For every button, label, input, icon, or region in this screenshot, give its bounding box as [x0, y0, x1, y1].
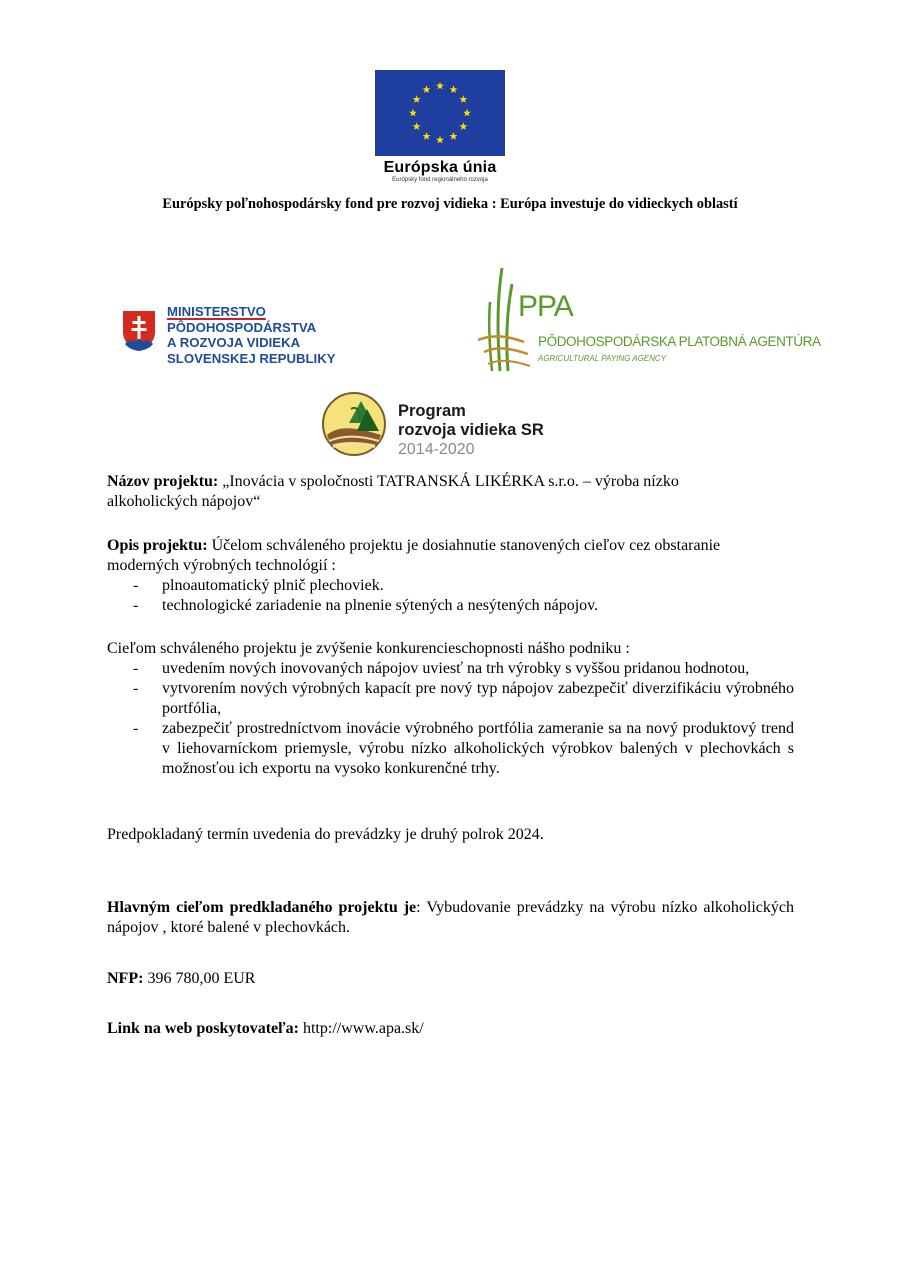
project-title	[107, 472, 794, 512]
eu-flag-icon	[375, 70, 505, 156]
eu-star-icon	[413, 122, 421, 130]
ministry-line-4: SLOVENSKEJ REPUBLIKY	[167, 350, 336, 366]
ministry-line-1: MINISTERSTVO	[167, 304, 266, 319]
prv-line-2: rozvoja vidieka SR	[398, 421, 544, 439]
project-title-text-2: alkoholických nápojov“	[107, 493, 261, 510]
eu-star-icon	[459, 122, 467, 130]
ppa-logo	[478, 266, 821, 376]
launch-date: Predpokladaný termín uvedenia do prevádzky je druhý polrok 2024.	[107, 826, 544, 843]
eu-star-icon	[463, 109, 471, 117]
eu-star-icon	[423, 85, 431, 93]
list-item: - technologické zariadenie na plnenie sýtených a nesýtených nápojov.	[133, 597, 599, 614]
eu-star-icon	[436, 82, 444, 90]
goal-list	[107, 659, 794, 779]
nfp-label: NFP:	[107, 970, 144, 987]
eu-subtitle: Európsky fond regionálneho rozvoja	[392, 177, 488, 183]
provider-link-url[interactable]: http://www.apa.sk/	[298, 1020, 424, 1037]
desc-list	[107, 576, 794, 616]
prv-logo	[321, 391, 591, 461]
nfp-value: 396 780,00 EUR	[143, 970, 256, 987]
list-item: - uvedením nových inovovaných nápojov uviesť na trh výrobky s vyššou pridanou hodnotou,	[133, 660, 750, 677]
ppa-abbr: PPA	[518, 290, 573, 323]
goal-intro: Cieľom schváleného projektu je zvýšenie konkurencieschopnosti nášho podniku :	[107, 640, 630, 657]
rural-landscape-icon	[321, 391, 387, 457]
nfp	[107, 969, 794, 989]
project-title-label: Názov projektu:	[107, 473, 219, 490]
list-item: - zabezpečiť prostredníctvom inovácie výrobného portfólia zameranie sa na nový produktový trend v liehovarníckom priemysle, výrobu nízko alkoholických výrobkov balených v plechovkách s možnosťou ich exportu na vysoko konkurenčné trhy.	[133, 720, 794, 777]
eu-name: Európska únia	[383, 159, 497, 176]
ministry-line-3: A ROZVOJA VIDIEKA	[167, 335, 301, 350]
project-description	[107, 536, 794, 576]
main-goal	[107, 898, 794, 938]
main-goal-text: : Vybudovanie prevádzky na výrobu nízko alkoholických nápojov , ktoré balené v plechovkách.	[107, 899, 795, 936]
eu-star-icon	[450, 132, 458, 140]
provider-link	[107, 1019, 794, 1039]
prv-line-1: Program	[398, 402, 466, 420]
prv-years: 2014-2020	[398, 441, 475, 458]
project-desc-text-1: Účelom schváleného projektu je dosiahnutie stanovených cieľov cez obstaranie	[207, 537, 721, 554]
eu-star-icon	[450, 85, 458, 93]
fund-heading: Európsky poľnohospodársky fond pre rozvoj vidieka : Európa investuje do vidieckych oblastí	[162, 196, 738, 212]
provider-link-label: Link na web poskytovateľa:	[107, 1020, 299, 1037]
ministry-logo	[120, 304, 360, 384]
project-desc-text-2: moderných výrobných technológií :	[107, 557, 336, 574]
ministry-line-2: PÔDOHOSPODÁRSTVA	[167, 319, 317, 335]
ppa-name-en: AGRICULTURAL PAYING AGENCY	[538, 354, 667, 363]
main-goal-label: Hlavným cieľom predkladaného projektu je	[107, 899, 417, 916]
eu-star-icon	[436, 136, 444, 144]
project-title-text-1: „Inovácia v spoločnosti TATRANSKÁ LIKÉRKA s.r.o. – výroba nízko	[218, 473, 679, 490]
list-item: - plnoautomatický plnič plechoviek.	[133, 577, 384, 594]
eu-star-icon	[409, 109, 417, 117]
ppa-name: PÔDOHOSPODÁRSKA PLATOBNÁ AGENTÚRA	[538, 334, 821, 349]
project-desc-label: Opis projektu:	[107, 537, 208, 554]
slovak-coat-of-arms-icon	[120, 308, 158, 354]
eu-logo	[375, 70, 505, 183]
list-item: - vytvorením nových výrobných kapacít pre nový typ nápojov zabezpečiť diverzifikáciu výrobného portfólia,	[133, 680, 794, 717]
eu-star-icon	[459, 95, 467, 103]
eu-star-icon	[413, 95, 421, 103]
eu-star-icon	[423, 132, 431, 140]
